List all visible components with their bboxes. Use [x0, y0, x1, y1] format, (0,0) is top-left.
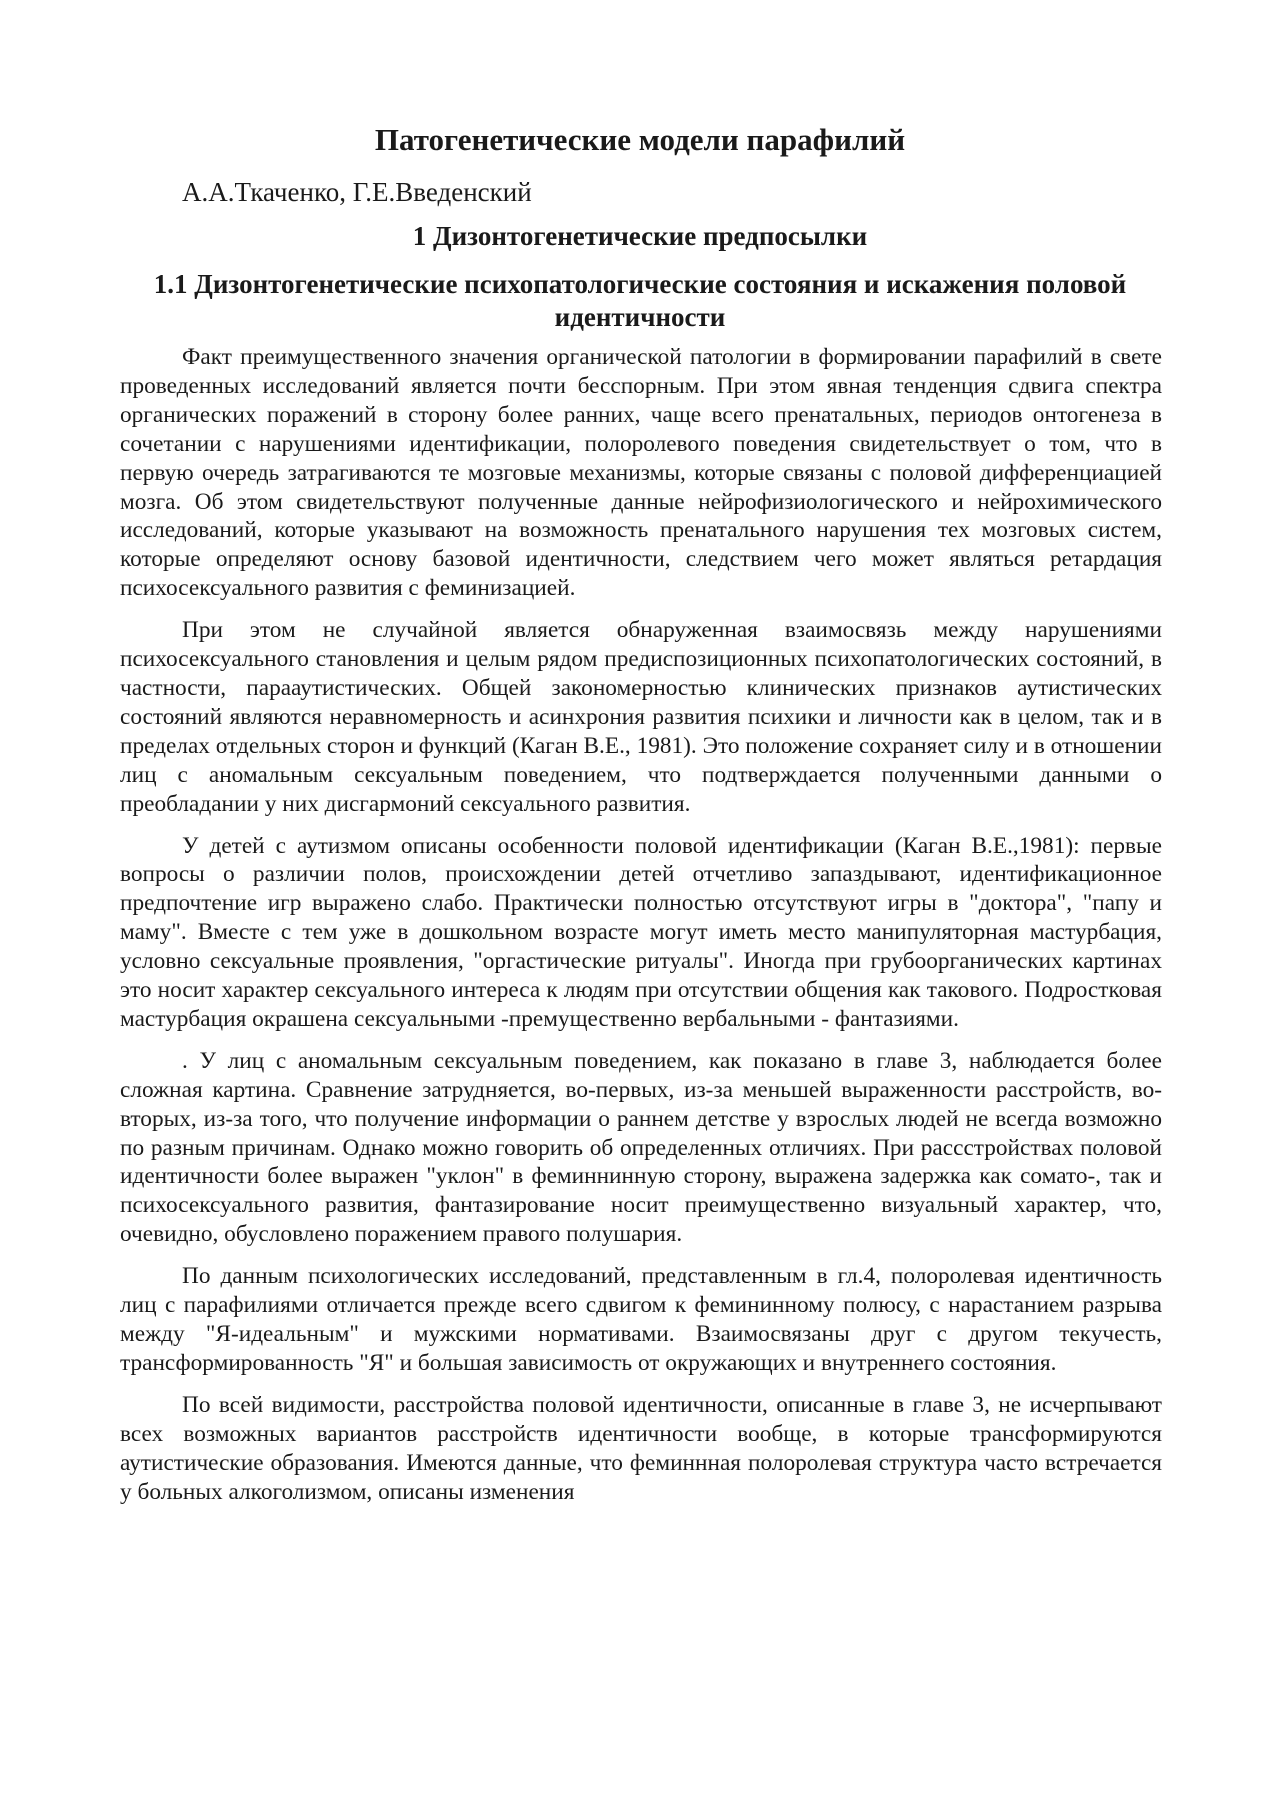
document-authors: А.А.Ткаченко, Г.Е.Введенский [182, 177, 532, 207]
paragraph: Факт преимущественного значения органической патологии в формировании парафилий в свете проведенных исследований является почти бесспорным. При этом явная тенденция сдвига спектра органических поражений в сторону более ранних, чаще всего пренатальных, периодов онтогенеза в сочетании с нарушениями идентификации, полоролевого поведения свидетельствует о том, что в первую очередь затрагиваются те мозговые механизмы, которые связаны с половой дифференциацией мозга. Об этом свидетельствуют полученные данные нейрофизиологического и нейрохимического исследований, которые указывают на возможность пренатального нарушения тех мозговых систем, которые определяют основу базовой идентичности, следствием чего может являться ретардация психосексуального развития с феминизацией. [120, 344, 1162, 602]
paragraph: . У лиц с аномальным сексуальным поведением, как показано в главе 3, наблюдается более сложная картина. Сравнение затрудняется, во-первых, из-за меньшей выраженности расстройств, во-вторых, из-за того, что получение информации о раннем детстве у взрослых людей не всегда возможно по разным причинам. Однако можно говорить об определенных отличиях. При рассстройствах половой идентичности более выражен "уклон" в феминнинную сторону, выражена задержка как сомато-, так и психосексуального развития, фантазирование носит преимущественно визуальный характер, что, очевидно, обусловлено поражением правого полушария. [120, 1047, 1162, 1248]
section-heading: 1 Дизонтогенетические предпосылки [412, 221, 868, 251]
document-body [120, 343, 1162, 1519]
paragraph: По данным психологических исследований, представленным в гл.4, полоролевая идентичность лиц с парафилиями отличается прежде всего сдвигом к фемининному полюсу, с нарастанием разрыва между "Я-идеальным" и мужскими нормативами. Взаимосвязаны друг с другом текучесть, трансформированность "Я" и большая зависимость от окружающих и внутреннего состояния. [120, 1263, 1162, 1376]
paragraph: У детей с аутизмом описаны особенности половой идентификации (Каган В.Е.,1981): первые вопросы о различии полов, происхождении детей отчетливо запаздывают, идентификационное предпочтение игр выражено слабо. Практически полностью отсутствуют игры в "доктора", "папу и маму". Вместе с тем уже в дошкольном возрасте могут иметь место манипуляторная мастурбация, условно сексуальные проявления, "оргастические ритуалы". Иногда при грубоорганических картинах это носит характер сексуального интереса к людям при отсутствии общения как такового. Подростковая мастурбация окрашена сексуальными -премущественно вербальными - фантазиями. [120, 832, 1162, 1032]
paragraph: При этом не случайной является обнаруженная взаимосвязь между нарушениями психосексуального становления и целым рядом предиспозиционных психопатологических состояний, в частности, парааутистических. Общей закономерностью клинических признаков аутистических состояний являются неравномерность и асинхрония развития психики и личности как в целом, так и в пределах отдельных сторон и функций (Каган В.Е., 1981). Это положение сохраняет силу и в отношении лиц с аномальным сексуальным поведением, что подтверждается полученными данными о преобладании у них дисгармоний сексуального развития. [120, 617, 1162, 817]
paragraph: По всей видимости, расстройства половой идентичности, описанные в главе 3, не исчерпывают всех возможных вариантов расстройств идентичности вообще, в которые трансформируются аутистические образования. Имеются данные, что феминнная полоролевая структура часто встречается у больных алкоголизмом, описаны изменения [120, 1391, 1162, 1505]
subsection-heading: 1.1 Дизонтогенетические психопатологические состояния и искажения половой идентичности [153, 269, 1127, 332]
document-title: Патогенетические модели парафилий [374, 122, 906, 157]
